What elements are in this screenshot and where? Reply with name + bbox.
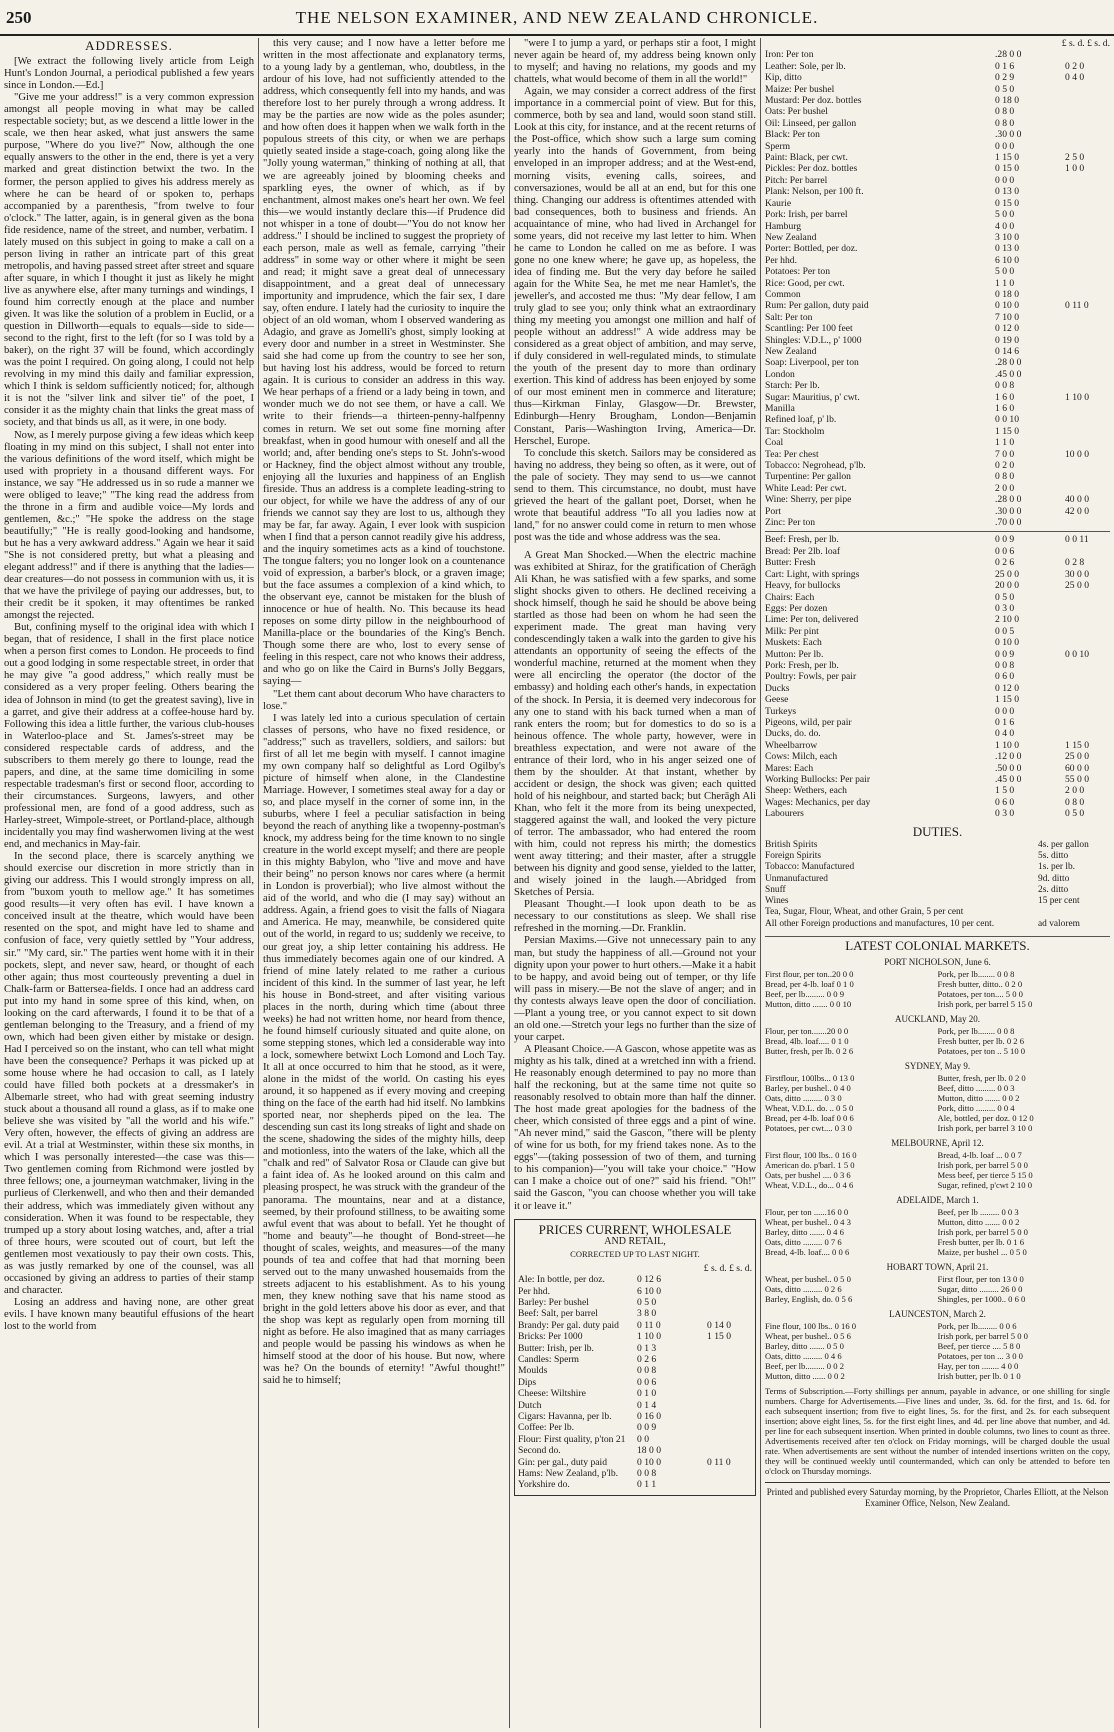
market-row: Oats, ditto ......... 0 7 6 Fresh butter, per lb. 0 1 6 xyxy=(765,1237,1025,1248)
market-place-heading: LAUNCESTON, March 2. xyxy=(889,1309,986,1320)
column-2 xyxy=(263,38,505,1728)
terms-notice: Terms of Subscription.—Forty shillings per annum, payable in advance, or one shilling for single numbers. Charge for Advertisements.—Five lines and under, 3s. 6d. for the first, and 1s. 6d. for each subsequent insertion; from five to eight lines, 5s. for the first, and 2s. for each subsequent insertion; above eight lines, 5s. for the first eight lines, and 4d. per line above that number, and 4d. per line for each subsequent insertion. When printed in double columns, two lines to count as three. Advertisements received after ten o'clock on Friday mornings, will be charged double the usual rate. When advertisements are sent without the number of intended insertions written on the copy, they will be continued weekly until countermanded, which can only be attended to before ten o'clock on Thursday mornings. xyxy=(765,1386,1110,1477)
market-row: First flour, per ton..20 0 0 Pork, per lb........ 0 0 8 xyxy=(765,969,1015,980)
price-row: Beef: Fresh, per lb. 0 0 9 0 0 11 xyxy=(765,534,1089,546)
price-row: Tar: Stockholm 1 15 0 xyxy=(765,425,1019,437)
market-row: Wheat, per bushel.. 0 4 3 Mutton, ditto ....... 0 0 2 xyxy=(765,1217,1020,1228)
price-row: Dutch 0 1 4 xyxy=(518,1399,657,1411)
price-list xyxy=(518,1274,752,1491)
duty-row: Foreign Spirits 5s. ditto xyxy=(765,850,1069,861)
price-row: Sugar: Mauritius, p' cwt. 1 6 0 1 10 0 xyxy=(765,391,1089,403)
price-list-2 xyxy=(765,49,1110,528)
price-row: Barley: Per bushel 0 5 0 xyxy=(518,1296,657,1308)
market-row: Barley, ditto ....... 0 5 0 Beef, per tierce .... 5 8 0 xyxy=(765,1341,1021,1352)
price-row: Paint: Black, per cwt. 1 15 0 2 5 0 xyxy=(765,152,1085,164)
paragraph: To conclude this sketch. Sailors may be considered as having no address, they being so often, as it were, out of the pale of society. They may send to us—we cannot send to them. This circumstance, no doubt, must have grieved the heart of the gallant poet, Dorset, when he wrote that beautiful address "To all you ladies now at land," for no answer could come in return to men whose post was the tide and whose address was the sea. xyxy=(514,447,756,543)
markets-list xyxy=(765,956,1110,1381)
publisher-imprint: Printed and published every Saturday morning, by the Proprietor, Charles Elliott, at the Nelson Examiner Office, Nelson, New Zealand. xyxy=(765,1482,1110,1508)
price-row: Leather: Sole, per lb. 0 1 6 0 2 0 xyxy=(765,60,1085,72)
price-row: Oats: Per bushel 0 8 0 xyxy=(765,106,1015,118)
duty-row: Wines 15 per cent xyxy=(765,896,1080,907)
price-row: Soap: Liverpool, per ton .28 0 0 xyxy=(765,357,1022,369)
market-row: Bread, 4lb. loaf..... 0 1 0 Fresh butter, per lb. 0 2 6 xyxy=(765,1036,1025,1047)
duty-row: Snuff 2s. ditto xyxy=(765,884,1069,895)
market-row: Fine flour, 100 lbs.. 0 16 0 Pork, per lb......... 0 0 6 xyxy=(765,1321,1017,1332)
price-row: Milk: Per pint 0 0 5 xyxy=(765,625,1015,637)
price-row: Cigars: Havanna, per lb. 0 16 0 xyxy=(518,1410,661,1422)
market-row: Flour, per ton.......20 0 0 Pork, per lb........ 0 0 8 xyxy=(765,1026,1015,1037)
price-row: Kip, ditto 0 2 9 0 4 0 xyxy=(765,72,1085,84)
market-row: Wheat, per bushel.. 0 5 6 Irish pork, per barrel 5 0 0 xyxy=(765,1331,1028,1342)
duties-title: DUTIES. xyxy=(912,823,963,839)
price-row: Working Bullocks: Per pair .45 0 0 55 0 0 xyxy=(765,774,1089,785)
newspaper-title: THE NELSON EXAMINER, AND NEW ZEALAND CHRONICLE. xyxy=(295,8,819,27)
price-row: Hams: New Zealand, p'lb. 0 0 8 xyxy=(518,1468,657,1479)
market-row: Barley, English, do. 0 5 6 Shingles, per 1000.. 0 6 0 xyxy=(765,1294,1026,1305)
miscellany xyxy=(514,550,756,1213)
duties-list xyxy=(765,840,1110,930)
price-row: Dips 0 0 6 xyxy=(518,1376,657,1388)
market-row: Flour, per ton ......16 0 0 Beef, per lb ......... 0 0 3 xyxy=(765,1207,1019,1218)
price-row: Scantling: Per 100 feet 0 12 0 xyxy=(765,323,1019,335)
paragraph: I was lately led into a curious speculation of certain classes of persons, who have no fixed residence, or "address;" such as travellers, soldiers, and sailors: but first of all let me begin with myself. I cannot imagine my own company half so delightful as Lord Ogilby's picture of himself when alone, in the Clandestine Marriage. However, I sometimes steal away for a day or so, and place myself in the corner of some inn, in the suburbs, where I feel a peculiar satisfaction in being beyond the reach of anything like a twopenny-postman's knock, my address being for the time known to no single creature in the world except myself; and there are people in this mighty Babylon, who "live and move and have their being" no person knows nor cares where (a hermit in London is proverbial); who live almost without the aid of the world, and who die (I may say) without an address. Again, a friend goes to visit the falls of Niagara and America. He may, meanwhile, be considered quite out of the world, in regard to us; suddenly we receive, to our great joy, a ship letter containing his address. He thus immediately becomes again one of our kindred. A friend of mine lately related to me rather a curious incident of this kind. In the summer of last year, he left his house in Bond-street, and after visiting various places in the north, during which time (about three weeks) he had not written home, nor heard from thence, he found himself curiously situated and quite alone, on some stepping stones, which led a considerable way into a lock, somewhere betwixt Loch Lomond and Loch Tay. It all at once occurred to him that he stood, as it were, alone in the midst of the world. On casting his eyes around, it so happened as if every moving and creeping thing on the face of the earth had hid itself. No lambkins sported near, nor shepherds piped on the lea. The descending sun cast its long streaks of light and shade on the scene, shadowing the sides of the mighty hills, deep and motionless, into the waters of the lake, which all the "chalk and red" of Salvator Rosa or Claude can give but a faint idea of. As he looked around on this calm and pleasing prospect, he was struck with the grandeur of the panorama. The mountains, near and at a distance, seemed, by their profound stillness, to be awaiting some awful event that was about to befall. Yet he thought of "home and beauty"—he thought of Bond-street—he thought of scales, weights, and measures—of the many pounds of tea and coffee that had that morning been served out to the many unwashed housemaids from the streets adjacent to his establishment. As to his young men, they knew nothing save that his name stood as bright in the gold letters above his door as ever, and that the shop was kept as regularly open from morning till night as before. He also imagined that as many carriages and people would be passing his windows as when he himself stood at the door of his house. But now, where was he? On the bounds of eternity! "Awful thought!" said he to himself; xyxy=(263,712,505,1387)
market-row: Potatoes, per cwt.... 0 3 0 Irish pork, per barrel 3 10 0 xyxy=(765,1123,1033,1134)
price-row: Turkeys 0 0 0 xyxy=(765,705,1015,717)
paragraph: "were I to jump a yard, or perhaps stir a foot, I might never again be heard of, my address being known only to myself; and having no relations, my goods and my chattels, what would become of them in all the world!" xyxy=(514,38,756,86)
price-row: Iron: Per ton .28 0 0 xyxy=(765,49,1022,61)
price-row: London .45 0 0 xyxy=(765,368,1022,380)
market-place-heading: HOBART TOWN, April 21. xyxy=(886,1262,989,1273)
price-row: Plank: Nelson, per 100 ft. 0 13 0 xyxy=(765,186,1019,198)
price-list-3 xyxy=(765,531,1110,819)
price-row: Ducks, do. do. 0 4 0 xyxy=(765,728,1015,740)
prices-header: £ s. d. £ s. d. xyxy=(703,1262,752,1274)
column-3 xyxy=(514,38,756,1728)
price-row: Mutton: Per lb. 0 0 9 0 0 10 xyxy=(765,648,1089,660)
price-row: Ducks 0 12 0 xyxy=(765,682,1019,694)
price-row: Pork: Fresh, per lb. 0 0 8 xyxy=(765,659,1015,671)
market-row: American do. p'barl. 1 5 0 Irish pork, per barrel 5 0 0 xyxy=(765,1160,1028,1171)
price-row: Butter: Fresh 0 2 6 0 2 8 xyxy=(765,557,1085,569)
price-row: Cheese: Wiltshire 0 1 0 xyxy=(518,1388,657,1400)
price-row: Porter: Bottled, per doz. 0 13 0 xyxy=(765,243,1019,255)
price-row: Brandy: Per gal. duty paid 0 11 0 0 14 0 xyxy=(518,1319,731,1331)
price-row: Wheelbarrow 1 10 0 1 15 0 xyxy=(765,739,1089,751)
price-row: Lime: Per ton, delivered 2 10 0 xyxy=(765,614,1019,626)
price-row: Black: Per ton .30 0 0 xyxy=(765,129,1022,141)
price-row: Yorkshire do. 0 1 1 xyxy=(518,1479,657,1491)
price-row: Labourers 0 3 0 0 5 0 xyxy=(765,808,1085,820)
column-rule xyxy=(760,38,761,1728)
column-rule xyxy=(258,38,259,1728)
market-row: Bread, per 4-lb. loaf 0 0 6 Ale, bottled, per doz. 0 12 0 xyxy=(765,1113,1034,1124)
price-row: Pigeons, wild, per pair 0 1 6 xyxy=(765,716,1015,728)
paragraph: But, confining myself to the original idea with which I began, that of residence, I shall in the first place notice when a person first comes to London. He proceeds to find out a good lodging in some respectable street, in order that he may give "a good address," which really must be considered as a very proper feeling. Others bearing the idea of Johnson in mind (to get the greatest saving), live in a garret, and give their address at a coffee-house hard by. Following this idea a little further, the various club-houses in Waterloo-place and St. James's-street may be considered respectable cards of address, and the subscribers to them merely go there to lounge, read the papers, and dine, at the same time domiciling in some respectable tradesman's first or second floor, according to their circumstances. Surgeons, lawyers, and other professional men, are fond of a good address, such as Harley-street, Wimpole-street, or Portland-place, although incidentally you may find washerwomen living at the west end, and mechanics in May-fair. xyxy=(4,622,254,851)
price-row: Geese 1 15 0 xyxy=(765,694,1019,706)
paragraph: A Pleasant Choice.—A Gascon, whose appetite was as mighty as his talk, dined at a wretched inn with a friend. He reasonably enough determined to pay no more than half the reckoning, but at the same time not quite so reasonably resolved to obtain more than half the dinner. The host made great apologies for the badness of the cheer, which consisted of three eggs and a pint of wine. "Ah never mind," said the Gascon, "there will be plenty of wine for us both, for my friend takes none. As to the eggs"—(taking possession of two of them, and turning to his companion)—"you will take your choice." "How can I make a choice out of one?" said his friend. "Oh!" said the Gascon, "you can choose whether you will take it or leave it." xyxy=(514,1043,756,1212)
price-row: Candles: Sperm 0 2 6 xyxy=(518,1353,657,1365)
price-row: Muskets: Each 0 10 0 xyxy=(765,637,1019,649)
price-row: Pork: Irish, per barrel 5 0 0 xyxy=(765,209,1015,221)
price-row: Potatoes: Per ton 5 0 0 xyxy=(765,266,1015,278)
market-row: Barley, ditto ....... 0 4 6 Irish pork, per barrel 5 0 0 xyxy=(765,1227,1028,1238)
prices2-header: £ s. d. £ s. d. xyxy=(1061,38,1110,49)
market-row: Oats, ditto ......... 0 3 0 Mutton, ditto ....... 0 0 2 xyxy=(765,1093,1020,1104)
price-row: Ale: In bottle, per doz. 0 12 6 xyxy=(518,1274,661,1286)
price-row: Kaurie 0 15 0 xyxy=(765,197,1019,209)
price-row: Rice: Good, per cwt. 1 1 0 xyxy=(765,277,1015,289)
market-row: Beef, per lb......... 0 0 9 Potatoes, per ton.... 5 0 0 xyxy=(765,989,1023,1000)
price-row: Pickles: Per doz. bottles 0 15 0 1 0 0 xyxy=(765,163,1085,175)
prices-note: CORRECTED UP TO LAST NIGHT. xyxy=(570,1248,700,1259)
price-row: Cart: Light, with springs 25 0 0 30 0 0 xyxy=(765,568,1089,580)
price-row: Flour: First quality, p'ton 21 0 0 xyxy=(518,1433,649,1445)
article-body-col2 xyxy=(263,38,505,1387)
market-row: Wheat, per bushel.. 0 5 0 First flour, per ton 13 0 0 xyxy=(765,1274,1024,1285)
price-row: Second do. 18 0 0 xyxy=(518,1445,661,1457)
price-row: Butter: Irish, per lb. 0 1 3 xyxy=(518,1342,657,1354)
paragraph: Persian Maxims.—Give not unnecessary pain to any man, but study the happiness of all.—Ground not your dignity upon your power to hurt others.—Make it a habit to be happy, and avoid being out of temper, or thy life will pass in misery.—Be not the slave of anger; and in thy contests always leave open the door of conciliation.—Plant a young tree, or you cannot expect to sit down an old one.—Stretch your legs no further than the size of your carpet. xyxy=(514,935,756,1043)
price-row: Poultry: Fowls, per pair 0 6 0 xyxy=(765,671,1015,683)
market-row: Firstflour, 100lbs... 0 13 0 Butter, fresh, per lb. 0 2 0 xyxy=(765,1073,1026,1084)
paragraph: Pleasant Thought.—I look upon death to be as necessary to our constitutions as sleep. We shall rise refreshed in the morning.—Dr. Franklin. xyxy=(514,899,756,935)
paragraph: Losing an address and having none, are other great evils. I have known many beautiful effusions of the heart lost to the world from xyxy=(4,1296,254,1332)
paragraph: "Give me your address!" is a very common expression amongst all people moving in what may be called respectable society; but, as we descend a little lower in the scale, we then hear asked, what just answers the same purpose, "Where do you live?" Now, although the one equally answers to the other in the end, there is yet a very marked and great distinction betwixt the two. In the former, the person applied to gives his address merely as where he can be heard of or spoken to, perhaps accompanied by a parenthesis, "from twelve to four o'clock." The latter, again, is in general given as the bona fide residence, name of the street, and number, verbatim. I lately mused on this subject in going to make a call on a person living in rather an intricate part of this great metropolis, and having passed street after street and square after square, in which I thought it just as likely he might live as anywhere else, after many turnings and windings, I found him correctly enough at the place and number given. It was like the solution of a problem in Euclid, or a question in Dillworth—equals to equals—side to side—second to the right, first to the left (for so I was told by a baker), on the right 37 will be found, which accordingly was the point I required. On going along, I could not help revolving in my mind this daily and familiar expression, which I think is seldom sufficiently noticed; for, although it is not the "silver link and silver tie" of the poet, I consider it as the mighty chain that links the great mass of society, and that binds us all, as it were, in one body. xyxy=(4,92,254,429)
column-4 xyxy=(765,38,1110,1728)
price-row: Rum: Per gallon, duty paid 0 10 0 0 11 0 xyxy=(765,300,1089,312)
article-body-col3 xyxy=(514,38,756,544)
price-row: Coal 1 1 0 xyxy=(765,437,1015,449)
price-row: Pitch: Per barrel 0 0 0 xyxy=(765,174,1015,186)
market-row: Bread, 4-lb. loaf.... 0 0 6 Maize, per bushel ... 0 5 0 xyxy=(765,1247,1027,1258)
market-row: Mutton, ditto ....... 0 0 10 Irish pork, per barrel 5 15 0 xyxy=(765,999,1033,1010)
price-row: Moulds 0 0 8 xyxy=(518,1365,657,1377)
market-row: Oats, per bushel .... 0 3 6 Mess beef, per tierce 5 15 0 xyxy=(765,1170,1033,1181)
market-place-heading: ADELAIDE, March 1. xyxy=(896,1195,979,1206)
paragraph: "Let them cant about decorum Who have characters to lose." xyxy=(263,688,505,712)
price-row: Common 0 18 0 xyxy=(765,288,1019,300)
duty-row: British Spirits 4s. per gallon xyxy=(765,839,1089,850)
market-place-heading: AUCKLAND, May 20. xyxy=(895,1014,980,1025)
price-row: Heavy, for bullocks 20 0 0 25 0 0 xyxy=(765,580,1089,592)
price-row: Sheep: Wethers, each 1 5 0 2 0 0 xyxy=(765,785,1085,797)
markets-title: LATEST COLONIAL MARKETS. xyxy=(765,936,1110,952)
price-row: Bread: Per 2lb. loaf 0 0 6 xyxy=(765,545,1015,557)
price-row: Turpentine: Per gallon 0 8 0 xyxy=(765,471,1015,483)
price-row: Tobacco: Negrohead, p'lb. 0 2 0 xyxy=(765,460,1015,472)
column-rule xyxy=(509,38,510,1728)
paragraph: Now, as I merely purpose giving a few ideas which keep floating in my mind on this subject, I shall not enter into the various definitions of the word itself, which might be used with propriety in a thousand different ways. For instance, we say "He addressed us in so rude a manner we were obliged to leave;" "The king read the address from the throne in a firm and audible voice—My lords and gentlemen, &c.;" "He spoke the address on the stage beautifully;" "He is really good-looking and handsome, but he has a very awkward address." Again we hear it said "She is not considered pretty, but what a pleasing and elegant address!" and if there is anything that the ladies—dear creatures—do not possess in communion with us, it is that we have the privilege of paying our addresses, but, to their credit be it spoken, it may oftentimes be ranked amongst the rejected. xyxy=(4,429,254,622)
price-row: Zinc: Per ton .70 0 0 xyxy=(765,517,1022,529)
market-row: Oats, ditto ......... 0 4 6 Potatoes, per ton ... 3 0 0 xyxy=(765,1351,1023,1362)
price-row: Salt: Per ton 7 10 0 xyxy=(765,311,1019,323)
paragraph: In the second place, there is scarcely anything we should exercise our discretion in more strictly than in giving our address. This I would strongly impress on all, from "buxom youth to mellow age." It has sometimes good results—it very often has evil. I have known a conceived insult at the theatre, which would have been resented on the spot, and might have led to shame and confusion of face, very quietly settled by "Your address, sir." "My card, sir." The parties went home with it in their pockets, slept, and never saw, heard, or thought of each other again; thus most courteously preventing a duel in Chalk-farm or Battersea-fields. I once had an address card put into my hand in some spree of this kind, when, on looking on the card afterwards, I found it to be that of a gentleman belonging to the Treasury, and a friend of my own, which had been given either by mistake or design. Had I perceived so on the instant, who can tell what might have been the consequence? Perhaps it was picked up at some house where he had occasion to call, as I lately could have filled both pockets at a dressmaker's in Albemarle street, who had with great seeming industry stuck about a thousand all round a glass, as if to make one believe she was visited by "all the world and his wife." Very often, however, the effects of giving an address are evil. At a trial at Westminster, within these six months, in which I was personally interested—the case was this—Two gentlemen coming from Richmond were jostled by three fellows; one, a journeyman watchmaker, living in the purlieus of Clerkenwell, and who then and their demanded their address, which was immediately given without any consideration. When it was found to be respectable, they trumped up a story about losing watches, and, after a trial of three hours, were scouted out of court, but left the gentlemen most vexatiously to pay their own costs. This, as was justly remarked by one of the counsel, was all occasioned by giving an address to parties of their stamp and character. xyxy=(4,851,254,1296)
market-place-heading: SYDNEY, May 9. xyxy=(904,1061,971,1072)
article-body-col1 xyxy=(4,56,254,1333)
duty-row: Tea, Sugar, Flour, Wheat, and other Grain, 5 per cent xyxy=(765,907,964,918)
price-row: Refined loaf, p' lb. 0 0 10 xyxy=(765,414,1019,426)
price-row: Per hhd. 6 10 0 xyxy=(518,1285,661,1297)
price-row: Beef: Salt, per barrel 3 8 0 xyxy=(518,1308,657,1320)
price-row: New Zealand 3 10 0 xyxy=(765,231,1019,243)
price-row: Coffee: Per lb. 0 0 9 xyxy=(518,1422,657,1434)
paragraph: A Great Man Shocked.—When the electric machine was exhibited at Shiraz, for the gratification of Cherāgh Ali Khan, he was satisfied with a few sparks, and some slight shocks given to others. He declined receiving a shock himself, though he said he should be above being startled as those had been on whom he had seen the experiment made. The great man having very condescendingly taken a walk into the garden to give his attendants an opportunity of seeing the effects of the wonderful machine, returned at the moment when they were all encircling the operator (the doctor of the embassy) and holding each other's hands, in expectation of the shock. In Persia, it is deemed very indecorous for any one to stand with his back turned when a man of rank enters the room; but for domestics to do so is a heinous offence. The whole party, however, were in breathless expectation, and were not aware of the entrance of their lord, who in his anger seized one of them by the shoulder. At that instant, whether by accident or design, the shock was given; each quitted hold of his neighbour, and started back; but Cherāgh Ali Khan, who felt it the more from its being unexpected, staggered against the wall, and looked the very picture of terror. The ambassador, who had entered the room with him, could not repress his mirth; the domestics went away tittering; and their master, after a struggle between his dignity and good sense, yielded to the latter, and wisely joined in the laugh.—Abridged from Sketches of Persia. xyxy=(514,549,756,899)
market-row: Mutton, ditto ...... 0 0 2 Irish butter, per lb. 0 1 0 xyxy=(765,1371,1021,1382)
market-row: Barley, per bushel.. 0 4 0 Beef, ditto ......... 0 0 3 xyxy=(765,1083,1015,1094)
price-row: Wine: Sherry, per pipe .28 0 0 40 0 0 xyxy=(765,494,1089,506)
market-place-heading: MELBOURNE, April 12. xyxy=(891,1138,984,1149)
price-row: Mares: Each .50 0 0 60 0 0 xyxy=(765,762,1089,774)
prices-title: PRICES CURRENT, WHOLESALE xyxy=(538,1221,732,1237)
paragraph: Again, we may consider a correct address of the first importance in a commercial point of view. But for this, commerce, both by sea and land, would soon stand still. Look at this city, for instance, and at the recent returns of the Post-office, which show such a large sum coming yearly into the hands of Government, from being enveloped in an improper address; and at the West-end, morning visits, evening calls, soirees, and conversaziones, would be all at an end, but for this one thing. Changing our address is oftentimes attended with bad consequences, both to business and friends. An acquaintance of mine, who had lived in Archangel for some years, did not receive my last letter to him. When he came to London he called on me as before. I was gone no one knew where; he gave up, as hopeless, the idea of finding me. But the very day before he sailed again for the White Sea, he met me near Hamlet's, the jeweller's, and accosted me thus: "My dear fellow, I am truly glad to see you; only think what an extraordinary thing my meeting you amongst one million and half of people without an address!" A wide address may be considered as a great object of ambition, and may serve, if duly considered in well-regulated minds, to stimulate the youth of the present day to more than ordinary exertion. This kind of address has been enjoyed by some of our most eminent men in commerce and literature; thus—Kirkman Finlay, Glasgow—Dr. Brewster, Edinburgh—Henry Brougham, London—Benjamin Constant, Paris—Washington Irving, America—Dr. Herschel, Europe. xyxy=(514,86,756,447)
duty-row: All other Foreign productions and manufactures, 10 per cent. ad valorem xyxy=(765,918,1080,929)
market-place-heading: PORT NICHOLSON, June 6. xyxy=(884,957,991,968)
market-row: Butter, fresh, per lb. 0 2 6 Potatoes, per ton .. 5 10 0 xyxy=(765,1046,1026,1057)
price-row: Sperm 0 0 0 xyxy=(765,140,1015,152)
price-row: Cows: Milch, each .12 0 0 25 0 0 xyxy=(765,751,1089,763)
price-row: Bricks: Per 1000 1 10 0 1 15 0 xyxy=(518,1331,731,1343)
price-row: Maize: Per bushel 0 5 0 xyxy=(765,83,1015,95)
market-row: Bread, per 4-lb. loaf 0 1 0 Fresh butter, ditto.. 0 2 0 xyxy=(765,979,1023,990)
article-heading: ADDRESSES. xyxy=(85,38,173,53)
price-row: Mustard: Per doz. bottles 0 18 0 xyxy=(765,95,1019,107)
duty-row: Unmanufactured 9d. ditto xyxy=(765,873,1070,884)
price-row: Manilla 1 6 0 xyxy=(765,403,1015,414)
page-number: 250 xyxy=(6,8,32,27)
price-row: Oil: Linseed, per gallon 0 8 0 xyxy=(765,117,1015,129)
prices-subtitle: AND RETAIL, xyxy=(604,1235,666,1247)
price-row: Gin: per gal., duty paid 0 10 0 0 11 0 xyxy=(518,1456,731,1468)
market-row: Beef, per lb......... 0 0 2 Hay, per ton ........ 4 0 0 xyxy=(765,1361,1019,1372)
price-row: New Zealand 0 14 6 xyxy=(765,345,1019,357)
price-row: Shingles: V.D.L., p' 1000 0 19 0 xyxy=(765,334,1019,346)
price-row: White Lead: Per cwt. 2 0 0 xyxy=(765,482,1015,494)
market-row: Oats, ditto ......... 0 2 6 Sugar, ditto ......... 26 0 0 xyxy=(765,1284,1023,1295)
price-row: Port .30 0 0 42 0 0 xyxy=(765,505,1089,517)
price-row: Starch: Per lb. 0 0 8 xyxy=(765,380,1015,392)
column-1 xyxy=(4,38,254,1728)
price-row: Eggs: Per dozen 0 3 0 xyxy=(765,602,1015,614)
paragraph: this very cause; and I now have a letter before me written in the most affectionate and explanatory terms, to a young lady by a gentleman, who, doubtless, in the ardour of his love, had not sufficiently attended to the address, which consequently fell into my hands, and was therefore lost to her purely through a wrong address. It may be the parties are now wide as the poles asunder; and how often does it happen when we walk forth in the populous streets of this city, or when we are perhaps quietly seated inside a stage-coach, going along like the "Jolly young waterman," thinking of nothing at all, that we are agreeably joined by blooming cheeks and sparkling eyes, the owner of which, as if by enchantment, almost makes one's heart her own. We feel this—we would instantly declare this—if Prudence did not whisper in a tone of doubt—"You do not know her address." I should be inclined to suggest the propriety of each person, male as well as female, carrying "their address" in some way or other where it might be seen and read; it might save a great deal of unnecessary disappointment, and a great deal of unnecessary importunity and imprudence, which the fair sex, I dare say, often endure. I lately had the curiosity to inquire the object of an old woman, whom I observed wandering as Adagio, and grave as Jomelli's ghost, simply looking at every door and number in a street in Westminster. She said she had come up from the country to see her son, but having lost his address, would be forced to return again. It is curious to consider an address in this way. We hear perhaps of a friend or a lady being in town, and wonder much we do not see them, or have a call. We write to their friends—a thirteen-penny-halfpenny comes in return. We set out some fine morning after breakfast, when in good humour with oneself and all the world; and, after bending one's steps to St. John's-wood or Hackney, find the object almost without any trouble, enjoying all the luxuries and happiness of an English fireside. Thus an address is a complete leading-string to our object, for while we have the address of any of our friends we cannot say they are lost to us, although they may be far, far away. Again, I ever look with suspicion when I find that a person cannot readily give his address, and the inquiry sometimes acts as a kind of touchstone. The tongue falters; you no longer look on a countenance void of expression, a barber's block, or a graven image; but the face assumes a complexion of a kind which, to the observant eye, cannot be mistaken for the blush of innocence or hue of health. No. This because its head reposes on some dirty pillow in the neighbourhood of Manilla-place or the boundaries of the King's Bench. Though some there are who, lost to every sense of feeling in this respect, care not who knows their address, and who go on like the Caird in Burns's Jolly Beggars, saying— xyxy=(263,38,505,688)
price-row: Hamburg 4 0 0 xyxy=(765,220,1015,232)
market-row: First flour, 100 lbs.. 0 16 0 Bread, 4-lb. loaf ... 0 0 7 xyxy=(765,1150,1022,1161)
price-row: Wages: Mechanics, per day 0 6 0 0 8 0 xyxy=(765,796,1085,808)
prices-current-box xyxy=(514,1219,756,1496)
duty-row: Tobacco: Manufactured 1s. per lb. xyxy=(765,862,1075,873)
price-row: Chairs: Each 0 5 0 xyxy=(765,591,1015,603)
paragraph: [We extract the following lively article from Leigh Hunt's London Journal, a periodical published a few years since in London.—Ed.] xyxy=(4,56,254,92)
masthead xyxy=(0,0,1114,36)
price-row: Tea: Per chest 7 0 0 10 0 0 xyxy=(765,448,1089,460)
market-row: Wheat, V.D.L. do. .. 0 5 0 Pork, ditto ......... 0 0 4 xyxy=(765,1103,1015,1114)
market-row: Wheat, V.D.L., do... 0 4 6 Sugar, refined, p'cwt 2 10 0 xyxy=(765,1180,1033,1191)
price-row: Per hhd. 6 10 0 xyxy=(765,254,1019,266)
